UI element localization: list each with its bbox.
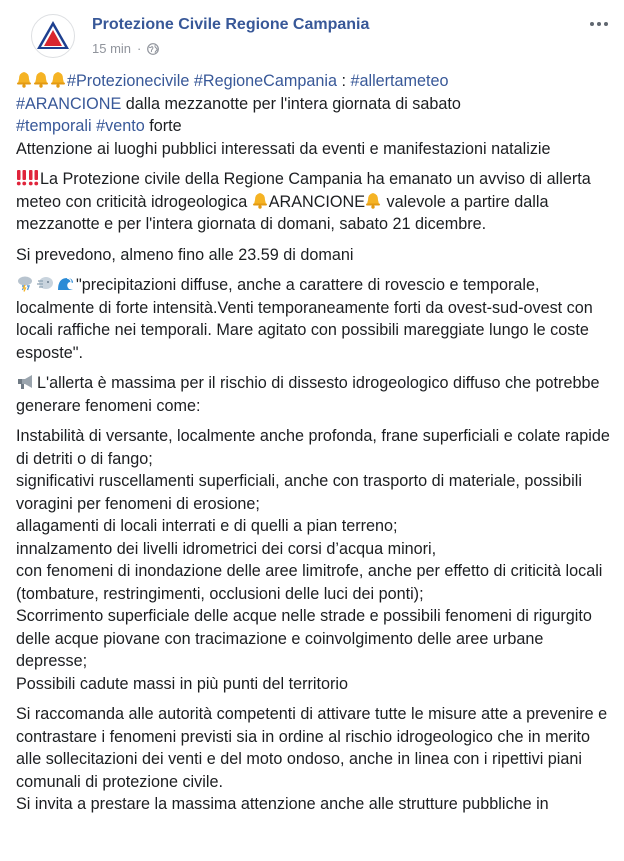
hashtag-regionecampania[interactable]: #RegioneCampania (193, 72, 337, 90)
wind-face-icon (36, 275, 55, 292)
text-segment: valevole a partire dalla mezzanotte e per l'intera giornata di domani, sabato 21 dicembre. (16, 192, 549, 233)
page-name-link[interactable]: Protezione Civile Regione Campania (92, 16, 370, 33)
text-segment: Attenzione ai luoghi pubblici interessati da eventi e manifestazioni natalizie (16, 139, 551, 158)
post-meta (92, 41, 159, 56)
text-segment: forte (144, 117, 182, 135)
post-paragraph-raccomandazioni (16, 703, 616, 816)
post-body (16, 70, 624, 816)
post-header (16, 0, 624, 70)
text-segment: L'allerta è massima per il rischio di dissesto idrogeologico diffuso che potrebbe generare fenomeni come: (16, 374, 600, 415)
post-paragraph-allerta (16, 372, 616, 417)
bell-icon (252, 192, 268, 209)
post-paragraph-previsione: Si prevedono, almeno fino alle 23.59 di domani (16, 245, 354, 264)
text-line: significativi ruscellamenti superficiali, anche con trasporto di materiale, possibili voragini per fenomeni di erosione; (16, 472, 582, 513)
text-line: Si raccomanda alle autorità competenti di attivare tutte le misure atte a prevenire e contrastare i fenomeni previsti sia in ordine al rischio idrogeologico che in merito alle sollecitazioni dei venti e del moto ondoso, anche in linea con i ripettivi piani comunali di protezione civile. (16, 705, 608, 791)
bell-icon (33, 71, 49, 88)
page-avatar[interactable] (31, 14, 75, 58)
more-options-icon[interactable] (586, 14, 612, 34)
hashtag-allertameteo[interactable]: #allertameteo (350, 72, 449, 90)
text-line: con fenomeni di inondazione delle aree limitrofe, anche per effetto di criticità locali (tombature, restringimenti, occlusioni delle luci dei ponti); (16, 562, 603, 603)
hashtag-protezionecivile[interactable]: #Protezionecivile (67, 72, 190, 90)
post-intro (16, 70, 616, 160)
bell-icon (16, 71, 32, 88)
hashtag-temporali[interactable]: #temporali (16, 117, 92, 135)
post-timestamp[interactable]: 15 min (92, 41, 132, 56)
text-segment: "precipitazioni diffuse, anche a carattere di rovescio e temporale, localmente di forte intensità.Venti temporaneamente forti da ovest-sud-ovest con locali raffiche nei temporali. Mare agitato con possibili mareggiate lungo le coste esposte". (16, 276, 593, 362)
alert-level-text: ARANCIONE (268, 192, 365, 211)
hashtag-arancione[interactable]: #ARANCIONE (16, 94, 122, 113)
hashtag-vento[interactable]: #vento (96, 117, 145, 135)
megaphone-icon (16, 373, 36, 390)
protezione-civile-logo (32, 15, 74, 57)
post-paragraph-precipitazioni (16, 274, 616, 364)
post-paragraph-avviso (16, 168, 616, 236)
text-line: innalzamento dei livelli idrometrici dei corsi d’acqua minori, (16, 539, 437, 558)
text-line: allagamenti di locali interrati e di quelli a pian terreno; (16, 517, 398, 535)
double-exclamation-icon (28, 169, 39, 186)
text-line: Scorrimento superficiale delle acque nelle strade e possibili fenomeni di rigurgito delle acque piovane con tracimazione e coinvolgimento delle aree urbane depresse; (16, 607, 592, 670)
bell-icon (365, 192, 381, 209)
text-segment: La Protezione civile della Regione Campania ha emanato un avviso di allerta meteo con criticità idrogeologica (16, 170, 591, 211)
double-exclamation-icon (16, 169, 27, 186)
globe-icon[interactable] (147, 43, 159, 55)
text-line: Possibili cadute massi in più punti del territorio (16, 674, 349, 693)
thunder-cloud-rain-icon (16, 275, 35, 292)
text-line: Si invita a prestare la massima attenzione anche alle strutture pubbliche in (16, 795, 549, 813)
wave-icon (56, 275, 75, 292)
meta-separator: · (137, 41, 142, 56)
bell-icon (50, 71, 66, 88)
text-colon: : (336, 72, 351, 90)
text-segment: dalla mezzanotte per l'intera giornata di sabato (121, 94, 461, 113)
text-line: Instabilità di versante, localmente anche profonda, frane superficiali e colate rapide di detriti o di fango; (16, 427, 610, 468)
post-paragraph-fenomeni (16, 425, 616, 695)
